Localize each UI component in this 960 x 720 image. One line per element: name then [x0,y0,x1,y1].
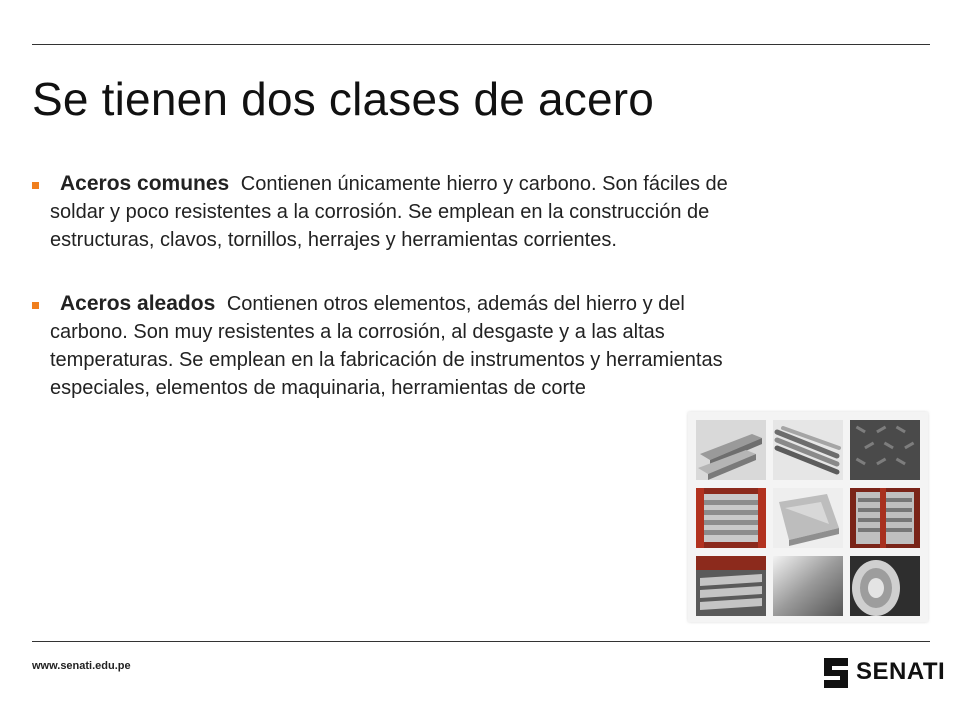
steel-coil-icon [850,556,920,616]
steel-profiles-rack-icon [850,488,920,548]
senati-logo [820,656,946,690]
bullet-item [32,170,732,254]
steel-rods-icon [773,420,843,480]
steel-sheet-icon [773,488,843,548]
slide-title: Se tienen dos clases de acero [32,73,655,125]
bullet-list [32,170,732,402]
steel-products-image-grid [688,412,928,622]
checker-plate-icon [850,420,920,480]
bullet-term: Aceros aleados [60,292,216,315]
steel-angles-icon [696,420,766,480]
senati-logo-icon [820,656,852,690]
bottom-divider [32,641,930,642]
polished-sheet-icon [773,556,843,616]
steel-beams-icon [696,556,766,616]
bullet-text: Contienen únicamente hierro y carbono. Son fáciles de soldar y poco resistentes a la corrosión. Se emplean en la construcción de estructuras, clavos, tornillos, herrajes y herramientas corrientes. [50,173,728,251]
bullet-text: Contienen otros elementos, además del hierro y del carbono. Son muy resistentes a la corrosión, al desgaste y a las altas temperaturas. Se emplean en la fabricación de instrumentos y herramientas especiales, elementos de maquinaria, herramientas de corte [50,293,723,399]
steel-bars-rack-icon [696,488,766,548]
bullet-marker-icon [32,182,39,189]
bullet-item [32,290,732,402]
footer-url: www.senati.edu.pe [32,660,131,672]
bullet-marker-icon [32,302,39,309]
top-divider [32,44,930,45]
senati-logo-text: SENATI [856,658,946,685]
bullet-term: Aceros comunes [60,172,230,195]
